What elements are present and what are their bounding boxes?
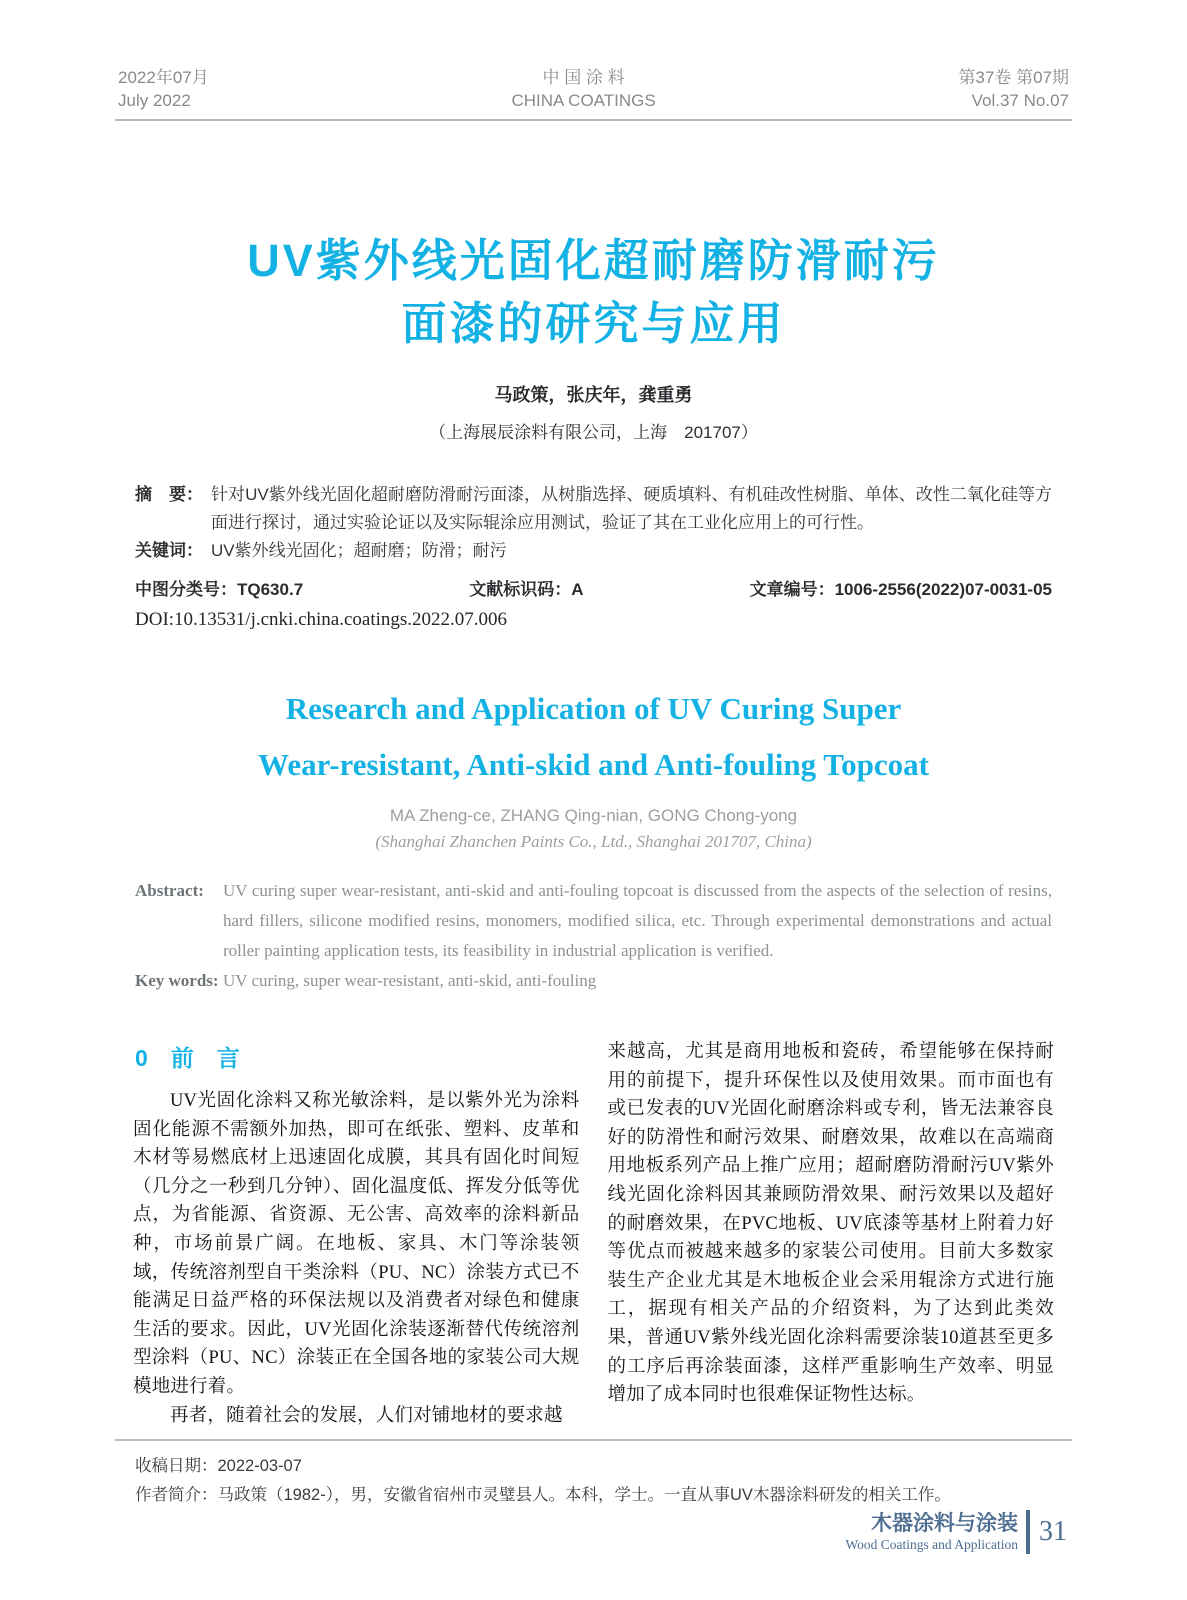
column-left	[133, 1038, 580, 1430]
header-journal-en: CHINA COATINGS	[511, 91, 656, 110]
document-code: 文献标识码：A	[469, 580, 584, 599]
abstract-cn	[135, 481, 1052, 537]
paragraph: UV光固化涂料又称光敏涂料，是以紫外光为涂料固化能源不需额外加热，即可在纸张、塑料、皮革和木材等易燃底材上迅速固化成膜，其具有固化时间短（几分之一秒到几分钟）、固化温度低、挥发分低等优点，为省能源、省资源、无公害、高效率的涂料新品种，市场前景广阔。在地板、家具、木门等涂装领域，传统溶剂型自干类涂料（PU、NC）涂装方式已不能满足日益严格的环保法规以及消费者对绿色和健康生活的要求。因此，UV光固化涂装逐渐替代传统溶剂型涂料（PU、NC）涂装正在全国各地的家装公司大规模地进行着。	[133, 1091, 580, 1397]
abstract-text-cn: 针对UV紫外线光固化超耐磨防滑耐污面漆，从树脂选择、硬质填料、有机硅改性树脂、单体、改性二氧化硅等方面进行探讨，通过实验论证以及实际辊涂应用测试，验证了其在工业化应用上的可行性。	[211, 485, 1052, 532]
abstract-label-cn: 摘 要：	[135, 485, 203, 504]
article-title-en-line1: Research and Application of UV Curing Super	[285, 691, 902, 726]
affiliation-en: (Shanghai Zhanchen Paints Co., Ltd., Shanghai 201707, China)	[375, 832, 812, 851]
authors-en: MA Zheng-ce, ZHANG Qing-nian, GONG Chong-yong	[389, 806, 798, 825]
abstract-en	[135, 876, 1052, 966]
footnote-divider	[115, 1439, 1072, 1441]
clc-number: 中图分类号：TQ630.7	[135, 580, 304, 599]
received-date: 收稿日期：2022-03-07	[135, 1457, 302, 1476]
footer-journal-cn: 木器涂料与涂装	[871, 1511, 1018, 1535]
header-journal-cn: 中 国 涂 料	[542, 68, 625, 87]
footer-journal-en: Wood Coatings and Application	[845, 1536, 1018, 1552]
page-footer	[845, 1510, 1067, 1554]
paragraph: 来越高，尤其是商用地板和瓷砖，希望能够在保持耐用的前提下，提升环保性以及使用效果。而市面也有或已发表的UV光固化耐磨涂料或专利，皆无法兼容良好的防滑性和耐污效果、耐磨效果，故难以在高端商用地板系列产品上推广应用；超耐磨防滑耐污UV紫外线光固化涂料因其兼顾防滑效果、耐污效果以及超好的耐磨效果，在PVC地板、UV底漆等基材上附着力好等优点而被越来越多的家装公司使用。目前大多数家装生产企业尤其是木地板企业会采用辊涂方式进行施工，据现有相关产品的介绍资料，为了达到此类效果，普通UV紫外线光固化涂料需要涂装10道甚至更多的工序后再涂装面漆，这样严重影响生产效率、明显增加了成本同时也很难保证物性达标。	[607, 1042, 1054, 1406]
abstract-block-en	[135, 876, 1052, 996]
section-heading-intro: 0 前 言	[135, 1045, 240, 1071]
classification-row	[135, 575, 1052, 600]
article-title-en	[0, 681, 1187, 793]
column-right	[608, 1038, 1055, 1430]
header-date-cn: 2022年07月	[118, 68, 209, 87]
header-issue-cn: 第37卷 第07期	[958, 68, 1069, 87]
keywords-en	[135, 966, 1052, 996]
article-body	[133, 1038, 1054, 1430]
footnote-block	[135, 1452, 1052, 1510]
article-title-cn	[0, 229, 1187, 355]
abstract-text-en: UV curing super wear-resistant, anti-skid and anti-fouling topcoat is discussed from the aspects of the selection of resins, hard fillers, silicone modified resins, monomers, modified silica, etc. Through experimental demonstrations and actual roller painting application tests, its feasibility in industrial application is verified.	[223, 881, 1052, 960]
header-issue-en: Vol.37 No.07	[971, 91, 1069, 110]
keywords-label-cn: 关键词：	[135, 541, 203, 560]
keywords-label-en: Key words:	[135, 971, 219, 990]
affiliation-cn: （上海展辰涂料有限公司，上海 201707）	[429, 423, 758, 442]
keywords-text-en: UV curing, super wear-resistant, anti-skid, anti-fouling	[223, 971, 597, 990]
keywords-text-cn: UV紫外线光固化；超耐磨；防滑；耐污	[211, 541, 507, 560]
header-date-en: July 2022	[118, 91, 191, 110]
page-header	[0, 0, 1187, 112]
keywords-cn	[135, 537, 1052, 565]
article-title-cn-line2: 面漆的研究与应用	[401, 298, 786, 349]
article-title-cn-line1: UV紫外线光固化超耐磨防滑耐污	[247, 235, 940, 286]
paragraph: 再者，随着社会的发展，人们对铺地材的要求越	[170, 1405, 563, 1426]
footer-journal	[845, 1512, 1018, 1553]
article-number: 文章编号：1006-2556(2022)07-0031-05	[749, 580, 1052, 599]
abstract-block-cn	[135, 481, 1052, 565]
doi: DOI:10.13531/j.cnki.china.coatings.2022.07.006	[135, 609, 508, 630]
header-date	[118, 66, 209, 112]
authors-cn: 马政策，张庆年，龚重勇	[494, 385, 693, 405]
header-divider	[115, 119, 1072, 121]
abstract-label-en: Abstract:	[135, 881, 204, 900]
article-title-en-line2: Wear-resistant, Anti-skid and Anti-fouling Topcoat	[258, 747, 929, 782]
header-issue	[958, 66, 1069, 112]
author-bio: 作者简介：马政策（1982-），男，安徽省宿州市灵璧县人。本科，学士。一直从事UV木器涂料研发的相关工作。	[135, 1486, 951, 1505]
footer-divider-bar	[1026, 1510, 1030, 1554]
page-number: 31	[1039, 1516, 1067, 1547]
header-journal	[511, 66, 655, 112]
